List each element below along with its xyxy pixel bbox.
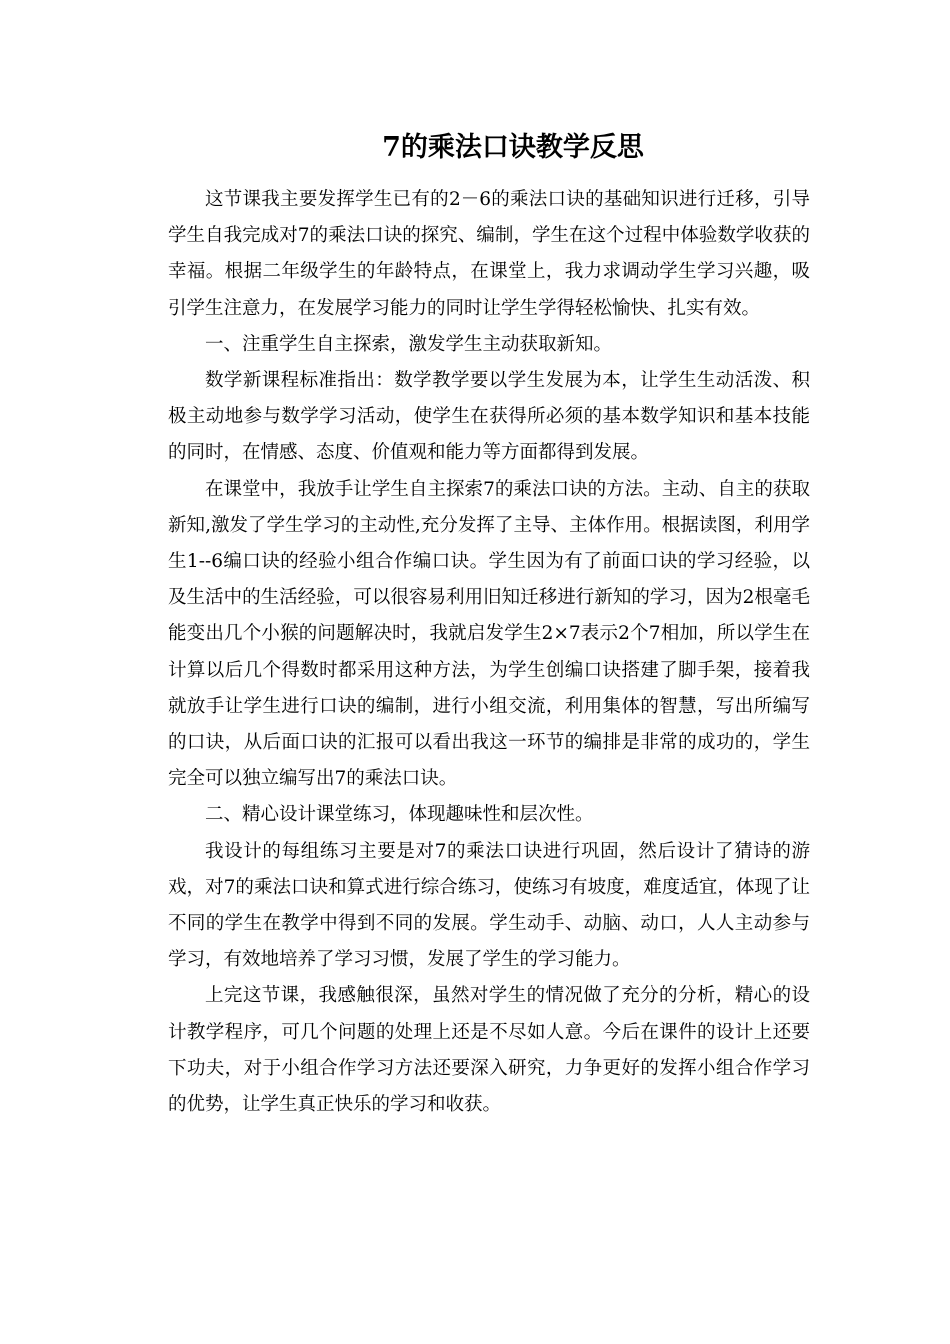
section-heading-two: 二、精心设计课堂练习，体现趣味性和层次性。 xyxy=(205,804,594,826)
document-body xyxy=(168,182,810,1123)
paragraph-curriculum-standard: 数学新课程标准指出：数学教学要以学生发展为本，让学生生动活泼、积极主动地参与数学学习活动，使学生在获得所必须的基本数学知识和基本技能的同时，在情感、态度、价值观和能力等方面都得到发展。 xyxy=(168,370,810,464)
section-heading-one: 一、注重学生自主探索，激发学生主动获取新知。 xyxy=(205,333,613,355)
paragraph-conclusion: 上完这节课，我感触很深，虽然对学生的情况做了充分的分析，精心的设计教学程序，可几个问题的处理上还是不尽如人意。今后在课件的设计上还要下功夫，对于小组合作学习方法还要深入研究，力争更好的发挥小组合作学习的优势，让学生真正快乐的学习和收获。 xyxy=(168,985,810,1116)
intro-paragraph: 这节课我主要发挥学生已有的2－6的乘法口诀的基础知识进行迁移，引导学生自我完成对7的乘法口诀的探究、编制，学生在这个过程中体验数学收获的幸福。根据二年级学生的年龄特点，在课堂上，我力求调动学生学习兴趣，吸引学生注意力，在发展学习能力的同时让学生学得轻松愉快、扎实有效。 xyxy=(168,189,810,319)
paragraph-classroom-exploration: 在课堂中，我放手让学生自主探索7的乘法口诀的方法。主动、自主的获取新知,激发了学生学习的主动性,充分发挥了主导、主体作用。根据读图，利用学生1--6编口诀的经验小组合作编口诀。学生因为有了前面口诀的学习经验，以及生活中的生活经验，可以很容易利用旧知迁移进行新知的学习，因为2根毫毛能变出几个小猴的问题解决时，我就启发学生2×7表示2个7相加，所以学生在计算以后几个得数时都采用这种方法，为学生创编口诀搭建了脚手架，接着我就放手让学生进行口诀的编制，进行小组交流，利用集体的智慧，写出所编写的口诀，从后面口诀的汇报可以看出我这一环节的编排是非常的成功的，学生完全可以独立编写出7的乘法口诀。 xyxy=(168,478,810,790)
document-title: 7的乘法口诀教学反思 xyxy=(382,132,644,163)
paragraph-exercise-design: 我设计的每组练习主要是对7的乘法口诀进行巩固，然后设计了猜诗的游戏，对7的乘法口诀和算式进行综合练习，使练习有坡度，难度适宜，体现了让不同的学生在教学中得到不同的发展。学生动手、动脑、动口，人人主动参与学习，有效地培养了学习习惯，发展了学生的学习能力。 xyxy=(168,840,810,971)
